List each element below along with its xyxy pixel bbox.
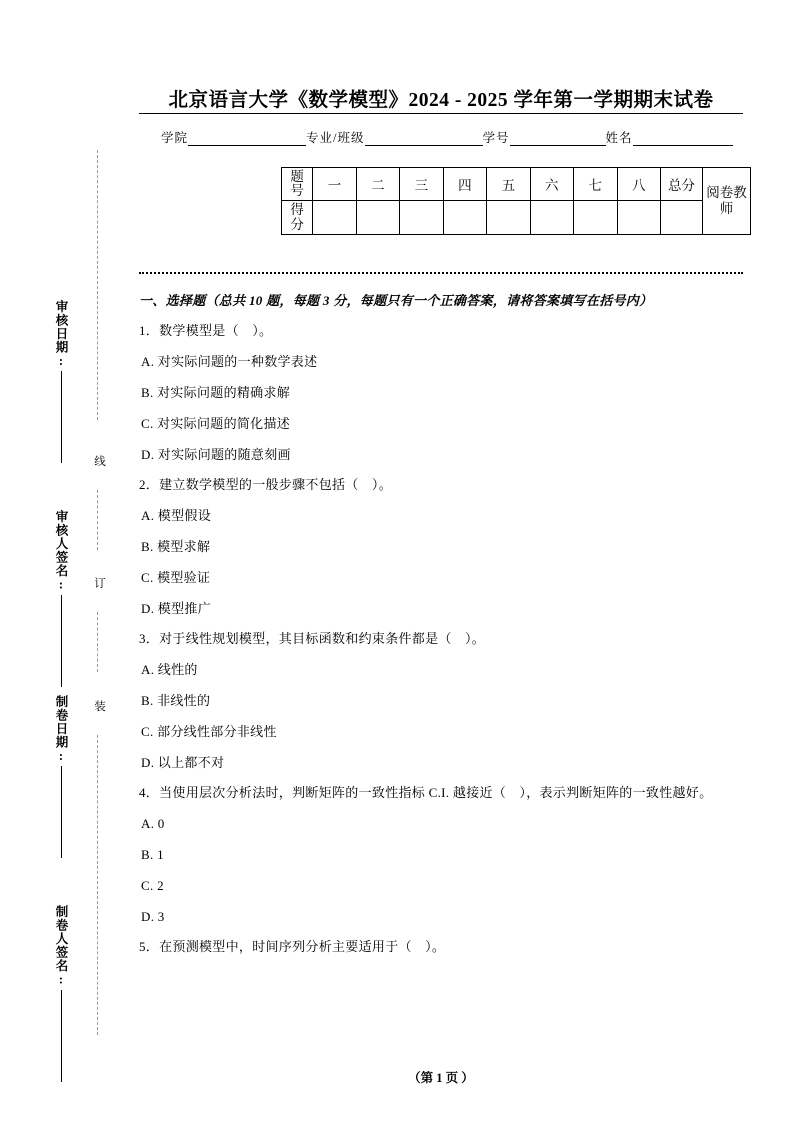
page-footer: （第 1 页 ）: [408, 1071, 474, 1085]
score-cell-4[interactable]: [443, 201, 486, 234]
margin-label-reviewer-sign: [52, 510, 70, 687]
left-margin-strip: [0, 0, 130, 1122]
field-name: [606, 128, 733, 146]
seal-mark-pack: 装: [93, 700, 105, 714]
field-major-class-input[interactable]: [365, 132, 483, 146]
score-col-4: 四: [443, 168, 486, 201]
field-college-input[interactable]: [188, 132, 306, 146]
question-3-option-c[interactable]: C. 部分线性部分非线性: [141, 723, 277, 739]
question-stem-5: 5．在预测模型中，时间序列分析主要适用于（ ）。: [139, 939, 446, 955]
field-name-label: 姓名: [605, 131, 633, 145]
seal-dashed-line-bottom: [97, 735, 98, 1035]
seal-mark-line: 线: [93, 455, 105, 469]
question-4-option-a[interactable]: A. 0: [141, 816, 165, 832]
question-stem-2: 2．建立数学模型的一般步骤不包括（ ）。: [139, 477, 393, 493]
question-stem-4: 4．当使用层次分析法时，判断矩阵的一致性指标 C.I. 越接近（ ），表示判断矩阵的一致性越好。: [139, 785, 713, 801]
score-col-2: 二: [356, 168, 399, 201]
score-cell-5[interactable]: [487, 201, 530, 234]
score-table-score-label: 得分: [282, 201, 313, 234]
score-cell-7[interactable]: [574, 201, 617, 234]
score-cell-1[interactable]: [313, 201, 356, 234]
field-student-id-input[interactable]: [510, 132, 606, 146]
field-student-id: [483, 128, 606, 146]
student-info-line: [161, 128, 741, 146]
question-1-option-a[interactable]: A. 对实际问题的一种数学表述: [141, 354, 318, 370]
score-cell-8[interactable]: [617, 201, 660, 234]
margin-label-maker-date-text: 制卷日期:: [54, 695, 68, 764]
seal-mark-bind: 订: [93, 577, 105, 591]
question-stem-3: 3．对于线性规划模型，其目标函数和约束条件都是（ ）。: [139, 631, 486, 647]
score-cell-6[interactable]: [530, 201, 573, 234]
question-2-option-b[interactable]: B. 模型求解: [141, 539, 211, 555]
margin-label-review-date: [52, 300, 70, 463]
score-col-8: 八: [617, 168, 660, 201]
margin-label-reviewer-sign-text: 审核人签名:: [54, 510, 68, 593]
score-table-row-score: [282, 201, 751, 234]
score-table: [281, 167, 751, 235]
question-3-option-a[interactable]: A. 线性的: [141, 662, 198, 678]
score-col-teacher: 阅卷教师: [702, 168, 750, 235]
margin-label-maker-date-blank: [61, 766, 62, 858]
title-underline: [139, 113, 743, 114]
margin-label-maker-sign-text: 制卷人签名:: [54, 905, 68, 988]
section-dotted-divider: [139, 272, 743, 274]
margin-label-maker-sign: [52, 905, 70, 1082]
score-cell-3[interactable]: [400, 201, 443, 234]
question-4-option-c[interactable]: C. 2: [141, 877, 164, 893]
question-3-option-d[interactable]: D. 以上都不对: [141, 754, 225, 770]
question-4-option-b[interactable]: B. 1: [141, 846, 164, 862]
score-col-1: 一: [313, 168, 356, 201]
score-col-total: 总分: [660, 168, 702, 201]
question-3-option-b[interactable]: B. 非线性的: [141, 693, 211, 708]
question-2-option-d[interactable]: D. 模型推广: [141, 600, 211, 616]
exam-sheet: [131, 0, 751, 1122]
score-cell-total[interactable]: [660, 201, 702, 234]
seal-dashed-line-mid1: [97, 490, 98, 550]
field-name-input[interactable]: [633, 132, 733, 146]
section-heading: 一、选择题（总共 10 题，每题 3 分，每题只有一个正确答案，请将答案填写在括号内）: [139, 293, 653, 308]
question-1-option-d[interactable]: D. 对实际问题的随意刻画: [141, 446, 291, 462]
question-1-option-c[interactable]: C. 对实际问题的简化描述: [141, 415, 291, 431]
seal-dashed-line-mid2: [97, 612, 98, 672]
score-table-head-label: 题号: [282, 168, 313, 201]
margin-label-review-date-blank: [61, 371, 62, 463]
field-college-label: 学院: [161, 131, 189, 145]
field-student-id-label: 学号: [482, 131, 510, 145]
question-2-option-a[interactable]: A. 模型假设: [141, 508, 211, 524]
question-stem-1: 1．数学模型是（ ）。: [139, 323, 273, 339]
score-cell-2[interactable]: [356, 201, 399, 234]
margin-label-reviewer-sign-blank: [61, 595, 62, 687]
question-1-option-b[interactable]: B. 对实际问题的精确求解: [141, 385, 291, 401]
question-2-option-c[interactable]: C. 模型验证: [141, 569, 211, 585]
margin-label-maker-date: [52, 695, 70, 858]
field-major-class-label: 专业/班级: [306, 131, 365, 145]
field-college: [161, 128, 306, 146]
score-col-5: 五: [487, 168, 530, 201]
question-4-option-d[interactable]: D. 3: [141, 908, 165, 924]
page-title: 北京语言大学《数学模型》2024 - 2025 学年第一学期期末试卷: [168, 90, 714, 111]
margin-label-review-date-text: 审核日期:: [54, 300, 68, 369]
score-col-6: 六: [530, 168, 573, 201]
exam-body: [139, 290, 743, 968]
score-col-7: 七: [574, 168, 617, 201]
margin-label-maker-sign-blank: [61, 990, 62, 1082]
seal-dashed-line-top: [97, 150, 98, 420]
score-table-row-header: [282, 168, 751, 201]
field-major-class: [306, 128, 482, 146]
score-col-3: 三: [400, 168, 443, 201]
